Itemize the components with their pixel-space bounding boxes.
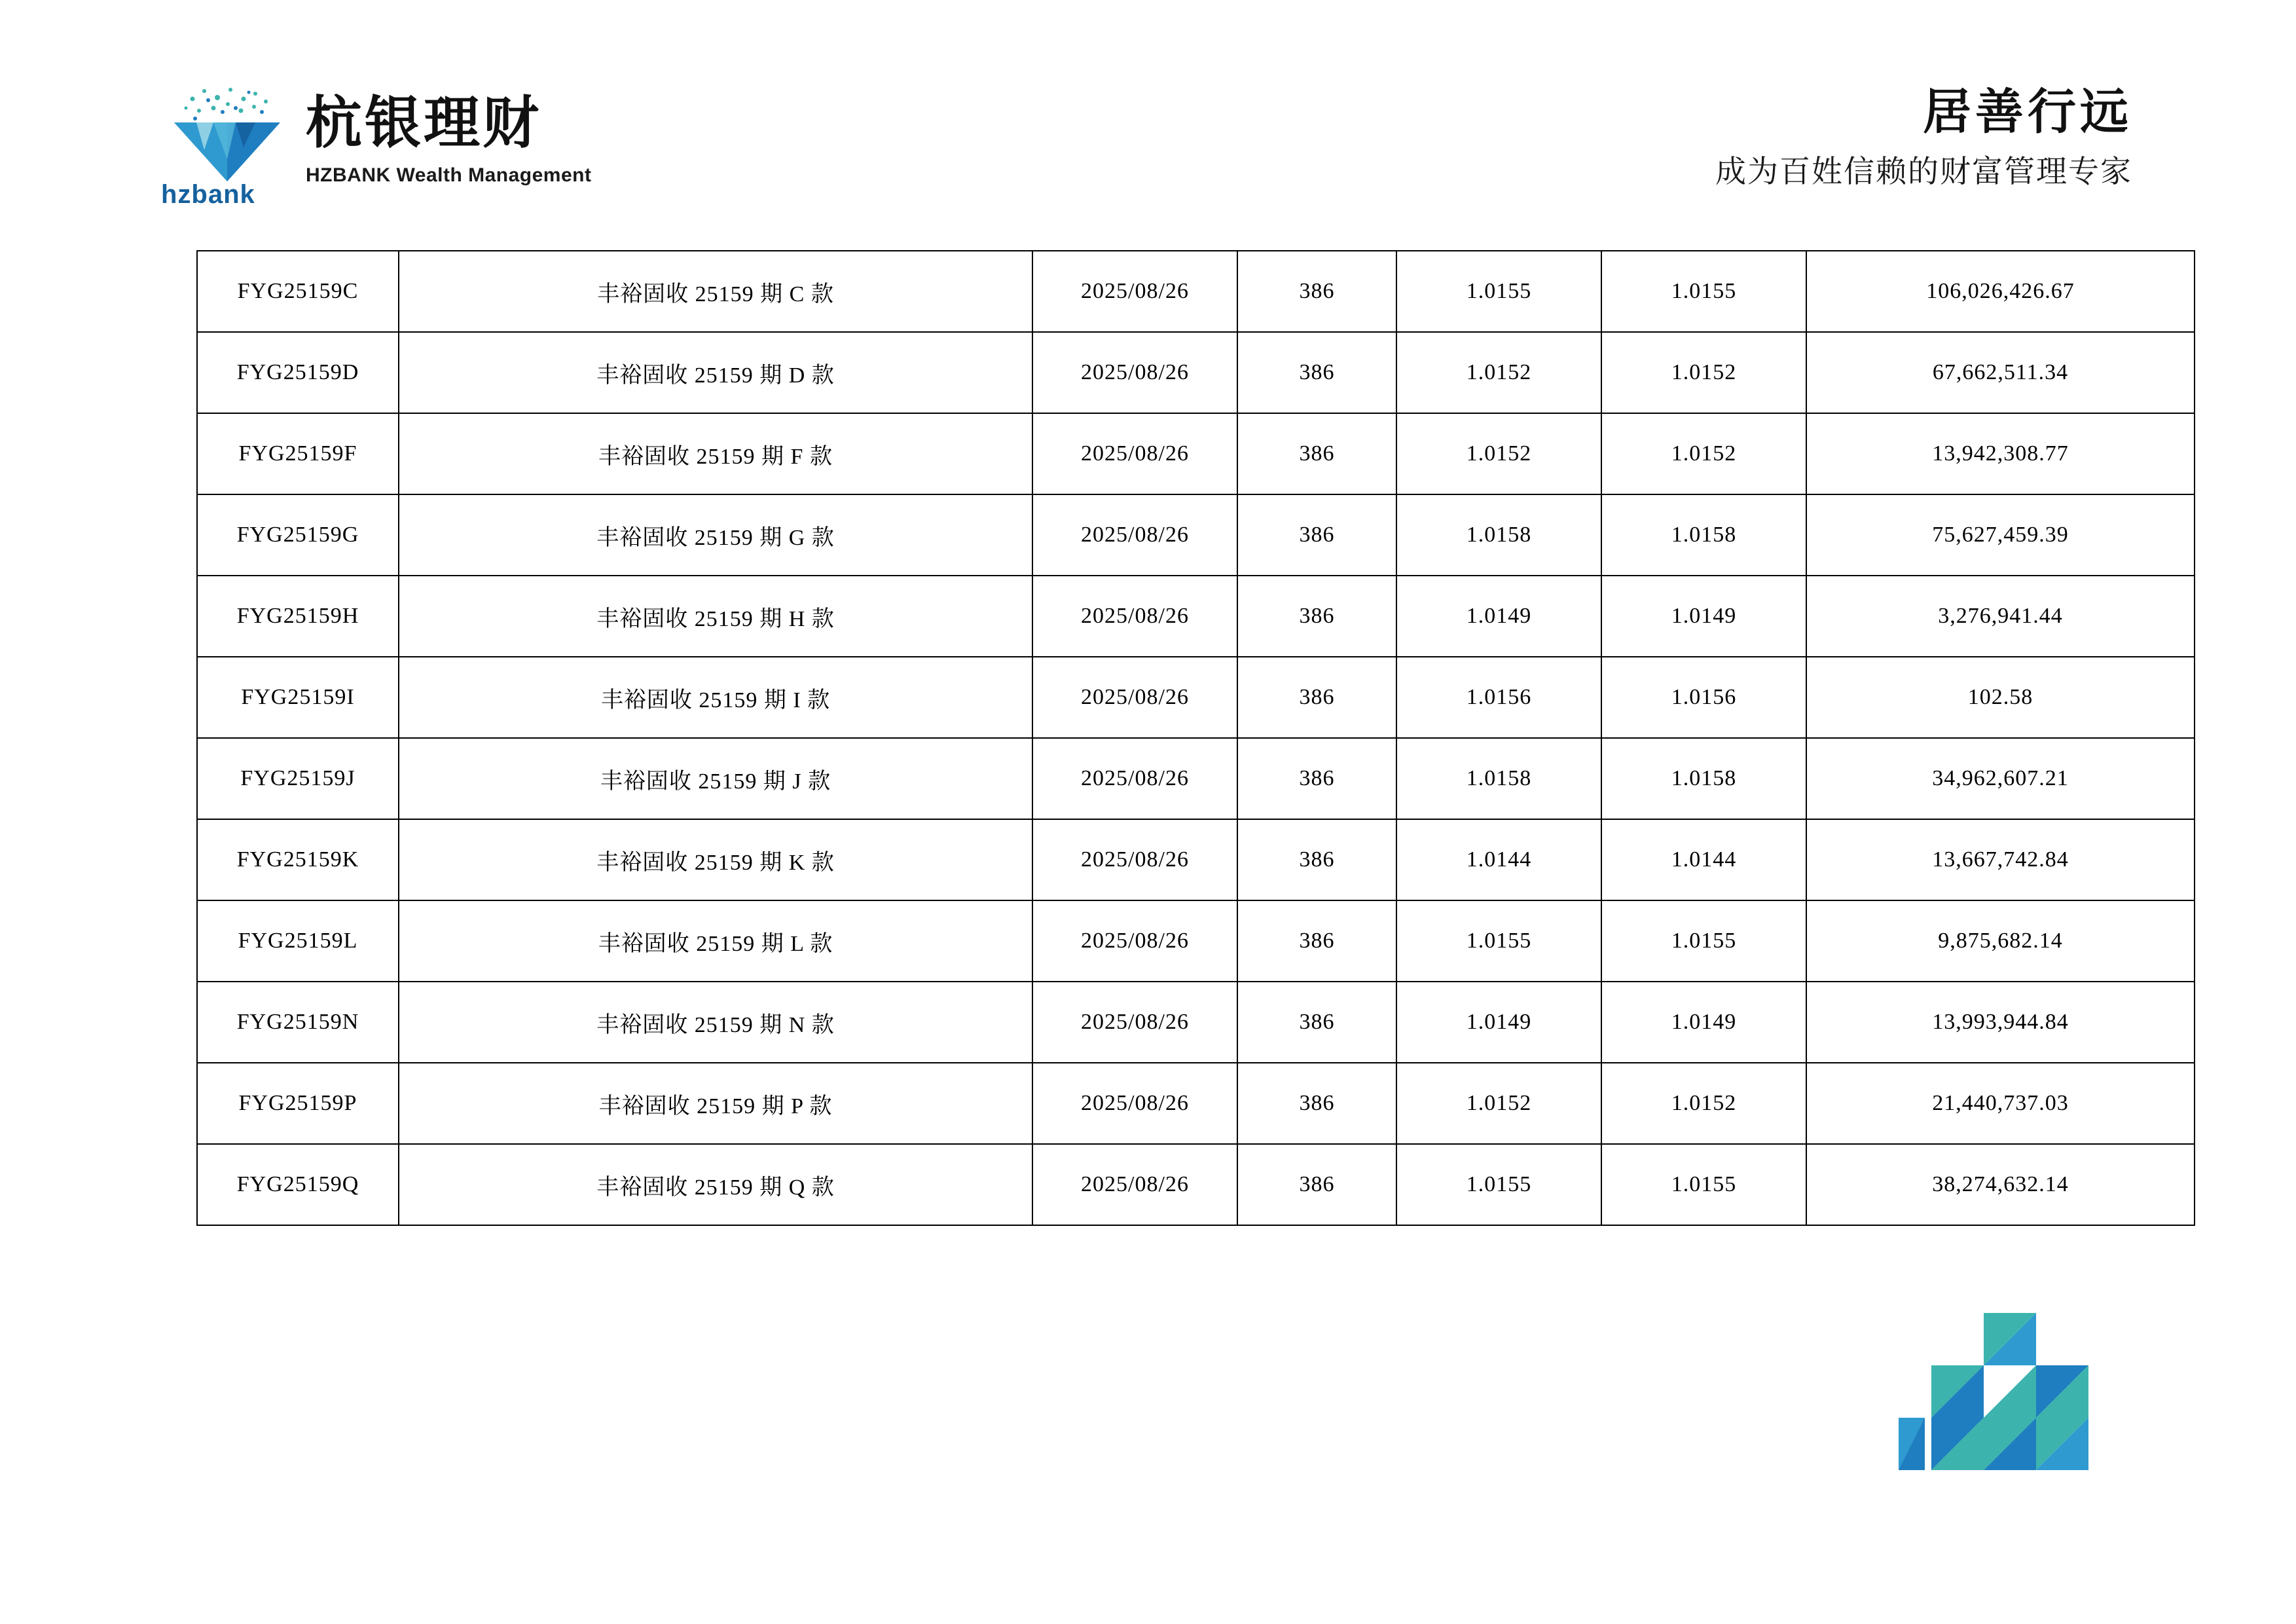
cell-product-code: FYG25159G [197,494,399,576]
cell-product-name: 丰裕固收 25159 期 L 款 [399,900,1032,982]
table-row [197,251,2195,332]
cell-product-code: FYG25159F [197,413,399,494]
cell-net-asset: 9,875,682.14 [1806,900,2195,982]
cell-net-asset: 106,026,426.67 [1806,251,2195,332]
cell-nav-date: 2025/08/26 [1032,982,1237,1063]
cell-operating-days: 386 [1237,576,1396,657]
cell-nav-date: 2025/08/26 [1032,251,1237,332]
cell-product-name: 丰裕固收 25159 期 C 款 [399,251,1032,332]
cell-product-code: FYG25159Q [197,1144,399,1225]
cell-nav-date: 2025/08/26 [1032,1144,1237,1225]
table-row [197,900,2195,982]
cell-cumulative-nav: 1.0152 [1601,332,1806,413]
cell-nav-date: 2025/08/26 [1032,738,1237,819]
slogan-main: 居善行远 [1923,84,2132,139]
cell-product-name: 丰裕固收 25159 期 H 款 [399,576,1032,657]
cell-nav-date: 2025/08/26 [1032,657,1237,738]
table-row [197,657,2195,738]
cell-net-asset: 21,440,737.03 [1806,1063,2195,1144]
cell-unit-nav: 1.0155 [1396,900,1601,982]
table-row [197,738,2195,819]
cell-net-asset: 67,662,511.34 [1806,332,2195,413]
table-row [197,576,2195,657]
brand-block [157,82,591,213]
cell-unit-nav: 1.0155 [1396,251,1601,332]
cell-product-name: 丰裕固收 25159 期 Q 款 [399,1144,1032,1225]
cell-nav-date: 2025/08/26 [1032,413,1237,494]
cell-product-code: FYG25159K [197,819,399,900]
cell-operating-days: 386 [1237,494,1396,576]
table-row [197,413,2195,494]
hzbank-wordmark: hzbank [161,180,255,209]
cell-cumulative-nav: 1.0155 [1601,251,1806,332]
cell-unit-nav: 1.0149 [1396,576,1601,657]
cell-product-name: 丰裕固收 25159 期 K 款 [399,819,1032,900]
cell-product-name: 丰裕固收 25159 期 P 款 [399,1063,1032,1144]
cell-cumulative-nav: 1.0152 [1601,1063,1806,1144]
cell-product-name: 丰裕固收 25159 期 I 款 [399,657,1032,738]
cell-net-asset: 102.58 [1806,657,2195,738]
cell-operating-days: 386 [1237,657,1396,738]
cell-nav-date: 2025/08/26 [1032,494,1237,576]
cell-product-name: 丰裕固收 25159 期 F 款 [399,413,1032,494]
cell-unit-nav: 1.0144 [1396,819,1601,900]
cell-product-name: 丰裕固收 25159 期 G 款 [399,494,1032,576]
cell-operating-days: 386 [1237,332,1396,413]
table-row [197,1144,2195,1225]
cell-product-code: FYG25159J [197,738,399,819]
cell-cumulative-nav: 1.0155 [1601,1144,1806,1225]
table-body [197,251,2195,1225]
cell-operating-days: 386 [1237,251,1396,332]
cell-operating-days: 386 [1237,1144,1396,1225]
brand-text-block [306,82,591,187]
brand-name-cn: 杭银理财 [306,92,541,155]
cell-product-code: FYG25159D [197,332,399,413]
cell-unit-nav: 1.0156 [1396,657,1601,738]
cell-product-code: FYG25159P [197,1063,399,1144]
product-nav-table [196,250,2195,1226]
cell-operating-days: 386 [1237,982,1396,1063]
cell-operating-days: 386 [1237,738,1396,819]
cell-net-asset: 13,667,742.84 [1806,819,2195,900]
cell-operating-days: 386 [1237,900,1396,982]
slogan-sub: 成为百姓信赖的财富管理专家 [1715,154,2132,189]
cell-cumulative-nav: 1.0158 [1601,494,1806,576]
cell-product-code: FYG25159L [197,900,399,982]
table-row [197,332,2195,413]
cell-product-code: FYG25159H [197,576,399,657]
table-row [197,819,2195,900]
cell-product-name: 丰裕固收 25159 期 N 款 [399,982,1032,1063]
cell-cumulative-nav: 1.0149 [1601,576,1806,657]
cell-product-code: FYG25159N [197,982,399,1063]
cell-product-code: FYG25159C [197,251,399,332]
cell-cumulative-nav: 1.0149 [1601,982,1806,1063]
cell-unit-nav: 1.0155 [1396,1144,1601,1225]
cell-cumulative-nav: 1.0155 [1601,900,1806,982]
triangle-mosaic-decoration-icon [1886,1254,2121,1470]
product-nav-table-wrapper [196,250,2111,1226]
table-row [197,494,2195,576]
cell-product-code: FYG25159I [197,657,399,738]
cell-cumulative-nav: 1.0144 [1601,819,1806,900]
cell-unit-nav: 1.0152 [1396,332,1601,413]
cell-net-asset: 38,274,632.14 [1806,1144,2195,1225]
cell-unit-nav: 1.0158 [1396,738,1601,819]
cell-net-asset: 75,627,459.39 [1806,494,2195,576]
cell-cumulative-nav: 1.0152 [1601,413,1806,494]
cell-operating-days: 386 [1237,413,1396,494]
slogan-block [1715,85,2132,191]
cell-product-name: 丰裕固收 25159 期 D 款 [399,332,1032,413]
cell-operating-days: 386 [1237,819,1396,900]
cell-cumulative-nav: 1.0156 [1601,657,1806,738]
cell-nav-date: 2025/08/26 [1032,576,1237,657]
cell-net-asset: 34,962,607.21 [1806,738,2195,819]
cell-nav-date: 2025/08/26 [1032,1063,1237,1144]
cell-cumulative-nav: 1.0158 [1601,738,1806,819]
brand-name-en: HZBANK Wealth Management [306,164,592,187]
cell-unit-nav: 1.0152 [1396,413,1601,494]
cell-net-asset: 13,942,308.77 [1806,413,2195,494]
cell-nav-date: 2025/08/26 [1032,819,1237,900]
cell-product-name: 丰裕固收 25159 期 J 款 [399,738,1032,819]
table-row [197,982,2195,1063]
cell-net-asset: 13,993,944.84 [1806,982,2195,1063]
cell-nav-date: 2025/08/26 [1032,332,1237,413]
cell-unit-nav: 1.0152 [1396,1063,1601,1144]
hzbank-diamond-logo-icon [157,82,298,213]
cell-unit-nav: 1.0149 [1396,982,1601,1063]
cell-operating-days: 386 [1237,1063,1396,1144]
cell-nav-date: 2025/08/26 [1032,900,1237,982]
cell-unit-nav: 1.0158 [1396,494,1601,576]
table-row [197,1063,2195,1144]
page-header [0,72,2296,223]
cell-net-asset: 3,276,941.44 [1806,576,2195,657]
